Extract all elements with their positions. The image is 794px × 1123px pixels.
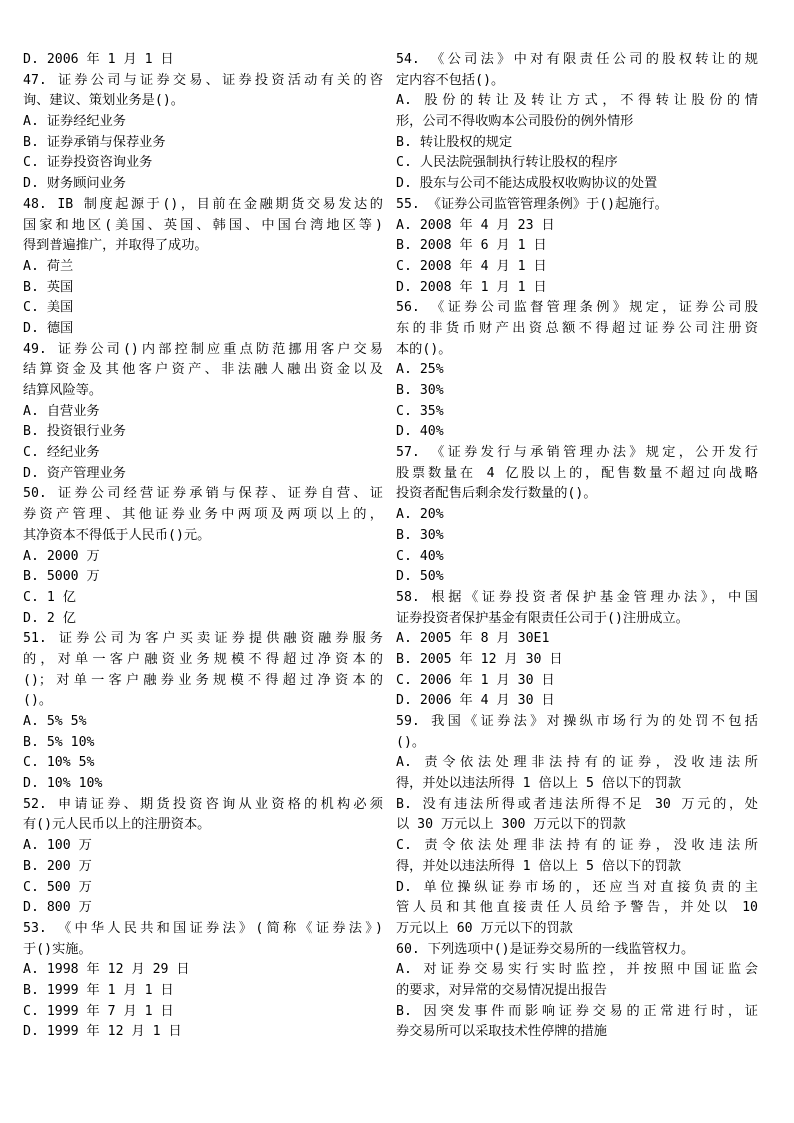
right-text-line: 的要求，对异常的交易情况提出报告	[396, 982, 607, 998]
right-text-line: A. 责令依法处理非法持有的证券，没收违法所	[396, 755, 758, 771]
right-text-line: C. 2008 年 4 月 1 日	[396, 258, 547, 274]
left-text-line: 53. 《中华人民共和国证券法》(简称《证券法》)	[23, 920, 383, 936]
right-text-line: 60. 下列选项中()是证券交易所的一线监管权力。	[396, 941, 695, 957]
left-text-line: 结算资金及其他客户资产、非法融人融出资金以及	[23, 362, 383, 378]
right-text-line: ()。	[396, 734, 426, 750]
right-text-line: 东的非货币财产出资总额不得超过证券公司注册资	[396, 320, 758, 336]
left-text-line: B. 投资银行业务	[23, 424, 126, 440]
left-text-line: A. 1998 年 12 月 29 日	[23, 962, 190, 978]
left-text-line: C. 500 万	[23, 879, 92, 895]
left-text-line: B. 5% 10%	[23, 734, 95, 750]
right-text-line: C. 人民法院强制执行转让股权的程序	[396, 155, 618, 171]
left-text-line: ()。	[23, 693, 53, 709]
right-text-line: A. 股份的转让及转让方式，不得转让股份的情	[396, 93, 758, 109]
left-text-line: 其净资本不得低于人民币()元。	[23, 527, 211, 543]
right-text-line: B. 转让股权的规定	[396, 134, 513, 150]
left-text-line: 结算风险等。	[23, 383, 103, 398]
right-text-line: 55. 《证券公司监管管理条例》于()起施行。	[396, 196, 668, 212]
right-text-line: D. 2006 年 4 月 30 日	[396, 693, 555, 709]
left-text-line: A. 2000 万	[23, 548, 100, 564]
right-text-line: B. 因突发事件而影响证券交易的正常进行时，证	[396, 1003, 758, 1019]
right-text-line: D. 50%	[396, 569, 444, 585]
right-text-line: 得，并处以违法所得 1 倍以上 5 倍以下的罚款	[396, 776, 682, 792]
left-text-line: C. 10% 5%	[23, 755, 95, 771]
left-text-line: B. 200 万	[23, 858, 92, 874]
right-text-line: B. 2008 年 6 月 1 日	[396, 238, 547, 254]
right-text-line: D. 单位操纵证券市场的，还应当对直接负责的主	[396, 879, 758, 895]
right-text-line: C. 35%	[396, 403, 444, 419]
left-text-line: 49. 证券公司()内部控制应重点防范挪用客户交易	[23, 341, 383, 357]
right-text-line: A. 对证券交易实行实时监控，并按照中国证监会	[396, 962, 758, 978]
left-text-line: 得到普遍推广，并取得了成功。	[23, 238, 208, 254]
left-column	[23, 50, 383, 1043]
right-text-line: 管人员和其他直接责任人员给予警告，并处以 10	[396, 900, 758, 916]
right-text-line: A. 2008 年 4 月 23 日	[396, 217, 555, 233]
right-text-line: A. 25%	[396, 362, 444, 378]
left-text-line: D. 800 万	[23, 900, 92, 916]
left-text-line: 47. 证券公司与证券交易、证券投资活动有关的咨	[23, 72, 383, 88]
left-text-line: D. 资产管理业务	[23, 465, 126, 481]
left-text-line: 51. 证券公司为客户买卖证券提供融资融券服务	[23, 631, 383, 647]
left-text-line: 券资产管理、其他证券业务中两项及两项以上的，	[23, 507, 383, 523]
right-text-line: 定内容不包括()。	[396, 72, 505, 88]
left-text-line: 询、建议、策划业务是()。	[23, 93, 184, 109]
left-text-line: 国家和地区(美国、英国、韩国、中国台湾地区等)	[23, 217, 383, 233]
left-text-line: 的，对单一客户融资业务规模不得超过净资本的	[23, 651, 383, 667]
right-text-line: 万元以上 60 万元以下的罚款	[396, 920, 573, 936]
right-text-line: 证券投资者保护基金有限责任公司于()注册成立。	[396, 610, 689, 626]
right-text-line: B. 30%	[396, 383, 444, 398]
right-text-line: 得，并处以违法所得 1 倍以上 5 倍以下的罚款	[396, 858, 682, 874]
left-text-line: A. 证券经纪业务	[23, 114, 126, 130]
right-text-line: 以 30 万元以上 300 万元以下的罚款	[396, 817, 626, 833]
right-column	[396, 50, 758, 1043]
left-text-line: 于()实施。	[23, 941, 92, 957]
left-text-line: B. 1999 年 1 月 1 日	[23, 982, 174, 998]
left-text-line: 50. 证券公司经营证券承销与保荐、证券自营、证	[23, 486, 383, 502]
right-text-line: 投资者配售后剩余发行数量的()。	[396, 486, 597, 502]
right-text-line: 形，公司不得收购本公司股份的例外情形	[396, 114, 634, 130]
right-text-line: 54. 《公司法》中对有限责任公司的股权转让的规	[396, 52, 758, 67]
right-text-line: B. 30%	[396, 527, 444, 543]
right-text-line: B. 2005 年 12 月 30 日	[396, 651, 563, 667]
right-text-line: 股票数量在 4 亿股以上的，配售数量不超过向战略	[396, 465, 758, 481]
left-text-line: C. 证券投资咨询业务	[23, 155, 153, 171]
right-text-line: C. 责令依法处理非法持有的证券，没收违法所	[396, 838, 758, 854]
left-text-line: C. 1999 年 7 月 1 日	[23, 1003, 174, 1019]
left-text-line: 有()元人民币以上的注册资本。	[23, 817, 211, 833]
left-text-line: C. 美国	[23, 300, 74, 316]
left-text-line: A. 荷兰	[23, 258, 74, 274]
right-text-line: C. 2006 年 1 月 30 日	[396, 672, 555, 688]
right-text-line: D. 40%	[396, 424, 444, 440]
left-text-line: 48. IB 制度起源于()，目前在金融期货交易发达的	[23, 196, 383, 212]
right-text-line: C. 40%	[396, 548, 444, 564]
right-text-line: B. 没有违法所得或者违法所得不足 30 万元的，处	[396, 796, 758, 812]
left-text-line: ()；对单一客户融券业务规模不得超过净资本的	[23, 672, 383, 688]
left-text-line: D. 1999 年 12 月 1 日	[23, 1024, 182, 1040]
left-text-line: D. 10% 10%	[23, 776, 103, 792]
left-text-line: A. 5% 5%	[23, 714, 87, 729]
left-text-line: D. 2 亿	[23, 610, 76, 626]
left-text-line: C. 经纪业务	[23, 445, 100, 461]
right-text-line: A. 2005 年 8 月 30E1	[396, 631, 550, 647]
left-text-line: A. 自营业务	[23, 403, 100, 419]
left-text-line: B. 英国	[23, 279, 74, 295]
right-text-line: A. 20%	[396, 507, 444, 523]
left-text-line: D. 德国	[23, 320, 74, 336]
left-text-line: B. 5000 万	[23, 569, 100, 585]
right-text-line: 56. 《证券公司监督管理条例》规定，证券公司股	[396, 300, 758, 316]
left-text-line: A. 100 万	[23, 838, 92, 854]
left-text-line: D. 财务顾问业务	[23, 176, 126, 192]
right-text-line: 本的()。	[396, 341, 452, 357]
right-text-line: 券交易所可以采取技术性停牌的措施	[396, 1024, 607, 1040]
right-text-line: 59. 我国《证券法》对操纵市场行为的处罚不包括	[396, 714, 758, 729]
left-text-line: 52. 申请证券、期货投资咨询从业资格的机构必须	[23, 796, 383, 812]
right-text-line: 58. 根据《证券投资者保护基金管理办法》，中国	[396, 589, 758, 605]
right-text-line: D. 2008 年 1 月 1 日	[396, 279, 547, 295]
right-text-line: D. 股东与公司不能达成股权收购协议的处置	[396, 176, 658, 192]
left-text-line: B. 证券承销与保荐业务	[23, 134, 166, 150]
left-text-line: C. 1 亿	[23, 589, 76, 605]
right-text-line: 57. 《证券发行与承销管理办法》规定，公开发行	[396, 445, 758, 461]
left-text-line: D. 2006 年 1 月 1 日	[23, 52, 174, 67]
